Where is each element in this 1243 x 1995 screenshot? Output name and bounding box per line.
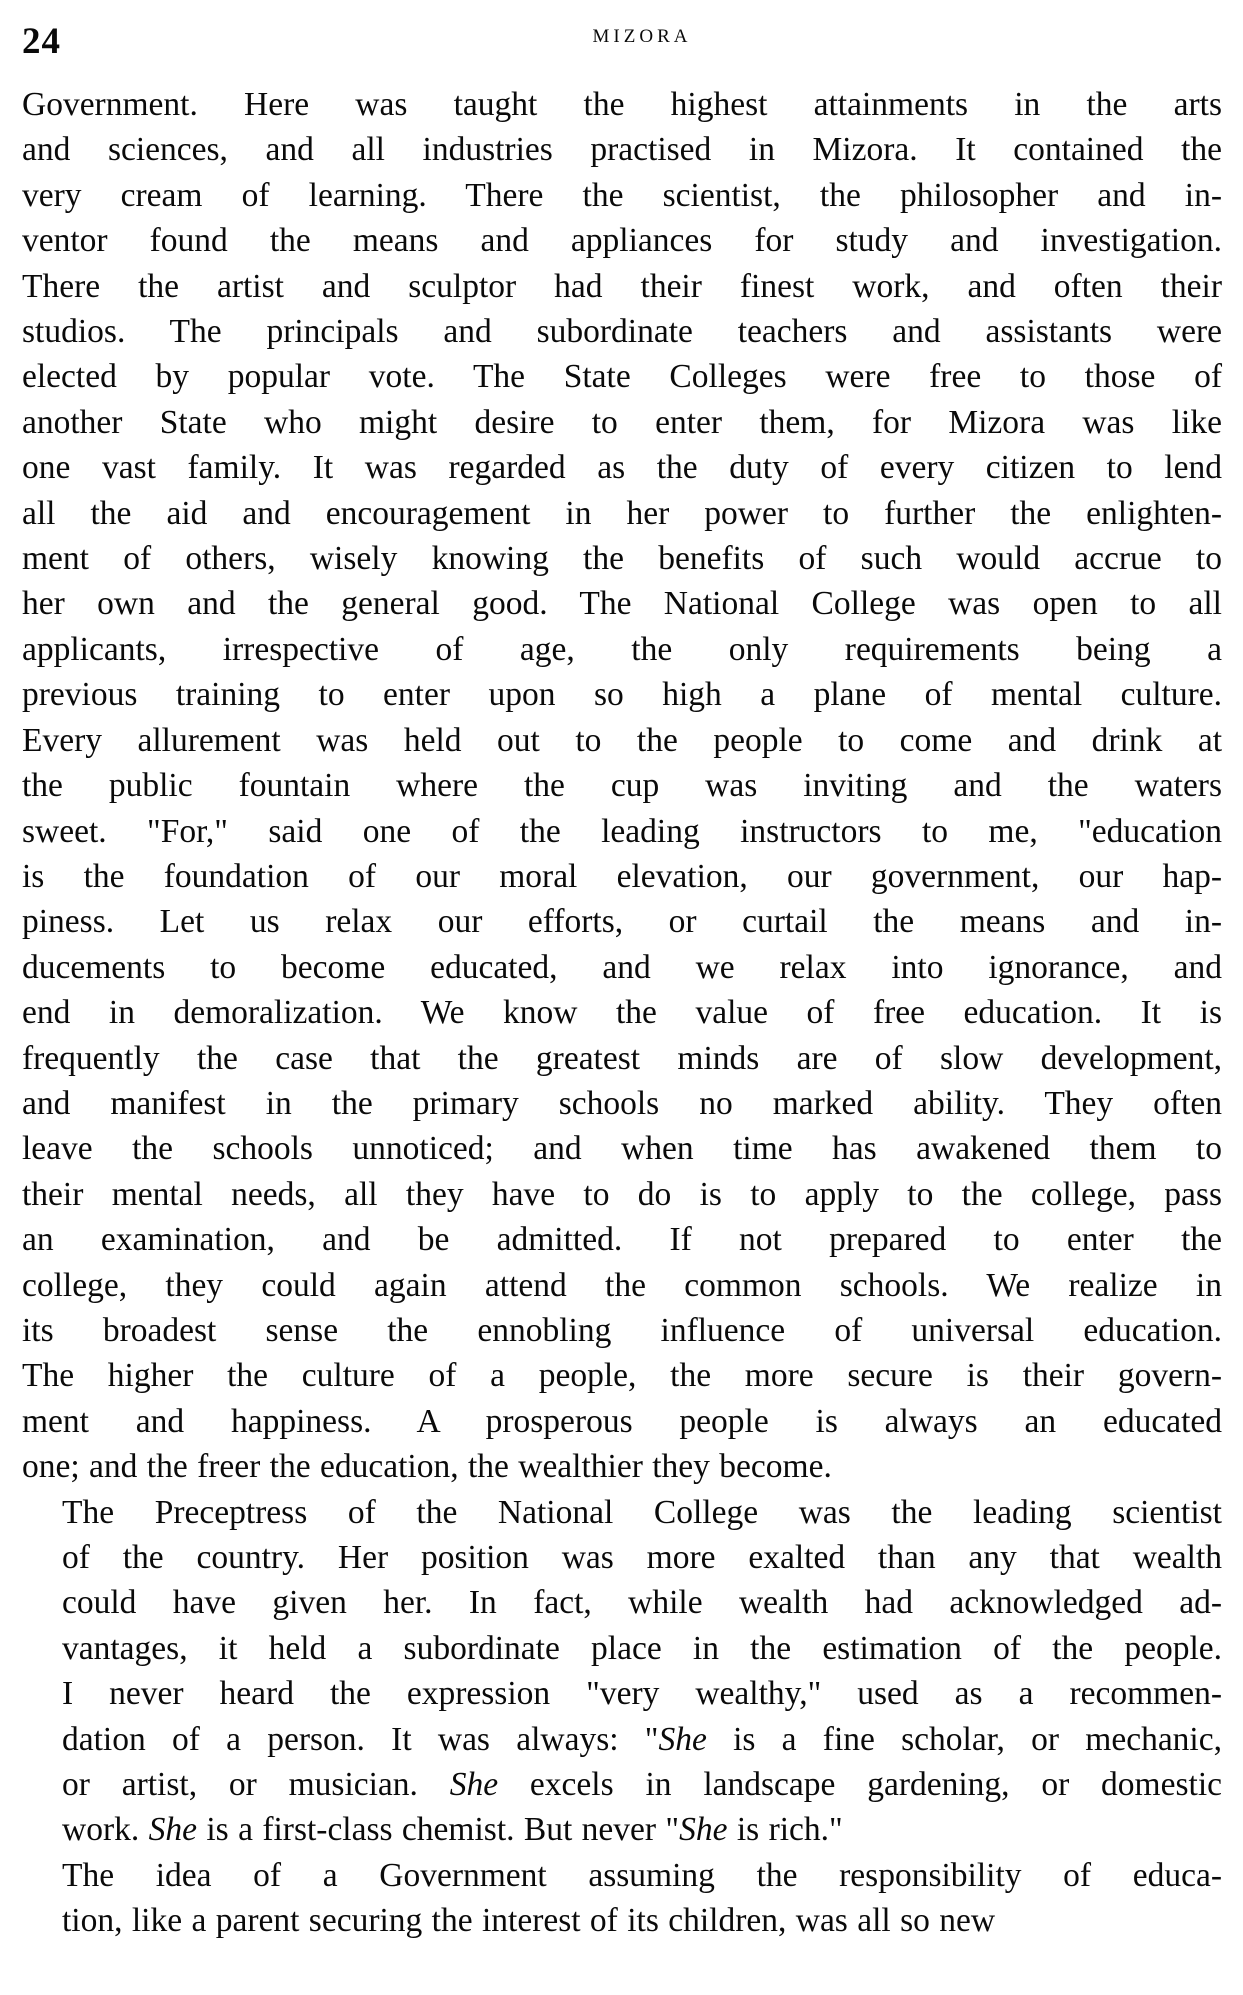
text-line: one vast family. It was regarded as the duty of every citizen to lend [22, 449, 1222, 487]
body-text [22, 82, 1222, 1944]
text-line: frequently the case that the greatest minds are of slow development, [22, 1039, 1222, 1077]
text-line: one; and the freer the education, the wealthier they become. [22, 1448, 832, 1486]
paragraph [22, 1490, 1222, 1853]
text-line: her own and the general good. The National College was open to all [22, 585, 1222, 623]
text-line: studios. The principals and subordinate teachers and assistants were [22, 313, 1222, 351]
text-line: vantages, it held a subordinate place in the estimation of the people. [62, 1629, 1222, 1667]
text-line: ment and happiness. A prosperous people is always an educated [22, 1402, 1222, 1440]
text-line: all the aid and encouragement in her power to further the enlighten- [22, 494, 1222, 532]
text-line: their mental needs, all they have to do is to apply to the college, pass [22, 1175, 1222, 1213]
text-line: or artist, or musician. She excels in landscape gardening, or domestic [62, 1766, 1222, 1804]
text-line: The Preceptress of the National College was the leading scientist [62, 1493, 1222, 1531]
running-head [22, 18, 1222, 62]
text-line: another State who might desire to enter them, for Mizora was like [22, 403, 1222, 441]
emphasis: She [658, 1720, 707, 1758]
paragraph [22, 82, 1222, 1490]
text-line: ventor found the means and appliances for study and investigation. [22, 222, 1222, 260]
text-line: sweet. "For," said one of the leading instructors to me, "education [22, 812, 1222, 850]
text-line: is the foundation of our moral elevation, our government, our hap- [22, 857, 1222, 895]
text-line: the public fountain where the cup was inviting and the waters [22, 767, 1222, 805]
text-line: elected by popular vote. The State Colleges were free to those of [22, 358, 1222, 396]
text-line: piness. Let us relax our efforts, or curtail the means and in- [22, 903, 1222, 941]
text-line: There the artist and sculptor had their finest work, and often their [22, 267, 1222, 305]
text-line: of the country. Her position was more exalted than any that wealth [62, 1539, 1222, 1576]
text-line: work. She is a first-class chemist. But never "She is rich." [62, 1811, 843, 1849]
text-line: and manifest in the primary schools no marked ability. They often [22, 1084, 1222, 1122]
text-line: ment of others, wisely knowing the benefits of such would accrue to [22, 540, 1222, 578]
text-line: previous training to enter upon so high a plane of mental culture. [22, 676, 1222, 714]
emphasis: She [679, 1811, 728, 1849]
text-line: an examination, and be admitted. If not prepared to enter the [22, 1221, 1222, 1259]
text-line: could have given her. In fact, while wealth had acknowledged ad- [62, 1584, 1222, 1622]
text-line: I never heard the expression "very wealthy," used as a recommen- [62, 1675, 1222, 1713]
text-line: ducements to become educated, and we relax into ignorance, and [22, 948, 1222, 986]
running-title: MIZORA [592, 26, 692, 47]
text-line: college, they could again attend the common schools. We realize in [22, 1266, 1222, 1304]
text-line: its broadest sense the ennobling influence of universal education. [22, 1311, 1222, 1349]
text-line: dation of a person. It was always: "She is a fine scholar, or mechanic, [62, 1720, 1222, 1758]
text-line: applicants, irrespective of age, the only requirements being a [22, 630, 1222, 668]
paragraph [22, 1853, 1222, 1944]
page-number: 24 [22, 21, 61, 62]
text-line: Government. Here was taught the highest attainments in the arts [22, 86, 1222, 123]
text-line: and sciences, and all industries practised in Mizora. It contained the [22, 131, 1222, 169]
emphasis: She [148, 1811, 197, 1849]
text-line: Every allurement was held out to the people to come and drink at [22, 721, 1222, 759]
text-line: end in demoralization. We know the value of free education. It is [22, 994, 1222, 1032]
text-line: The idea of a Government assuming the responsibility of educa- [62, 1856, 1222, 1894]
text-line: The higher the culture of a people, the more secure is their govern- [22, 1357, 1222, 1395]
book-page [22, 18, 1222, 1944]
text-line: very cream of learning. There the scientist, the philosopher and in- [22, 176, 1222, 214]
text-line: leave the schools unnoticed; and when time has awakened them to [22, 1130, 1222, 1168]
emphasis: She [449, 1766, 499, 1804]
text-line: tion, like a parent securing the interest of its children, was all so new [62, 1902, 996, 1940]
